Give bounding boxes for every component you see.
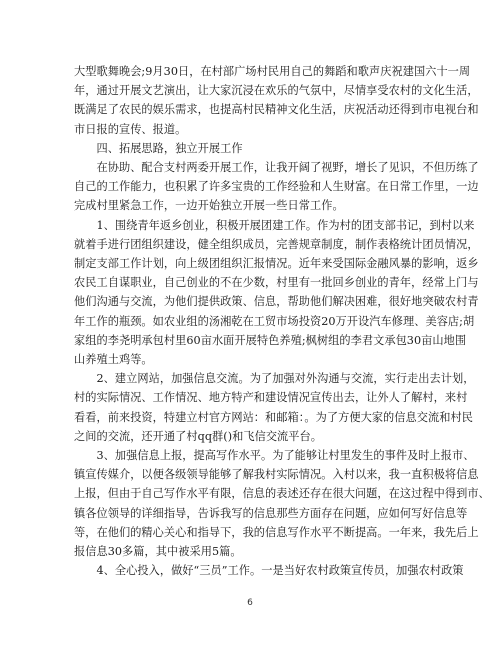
text-line: 四、拓展思路，独立开展工作 [74, 141, 243, 155]
text-line: 农民工自谋职业，自己创业的不在少数，村里有一批回乡创业的青年，经常上门与 [74, 276, 479, 290]
text-line: 制定支部工作计划，向上级团组织汇报情况。近年来受国际金融风暴的影响，返乡 [74, 257, 479, 271]
text-line: 3、加强信息上报，提高写作水平。为了能够让村里发生的事件及时上报市、 [74, 449, 475, 463]
text-line: 等，在他们的精心关心和指导下，我的信息写作水平不断提高。一年来，我先后上 [74, 525, 479, 539]
text-line: 2、建立网站，加强信息交流。为了加强对外沟通与交流，实行走出去计划， [74, 372, 475, 386]
text-line: 市日报的宣传、报道。 [74, 122, 187, 136]
text-line: 报信息30多篇，其中被采用5篇。 [74, 545, 242, 559]
text-line: 完成村里紧急工作，一边开始独立开展一些日常工作。 [74, 199, 344, 213]
text-line: 上报，但由于自己写作水平有限，信息的表述还存在很大问题，在这过程中得到市、 [74, 487, 490, 501]
text-line: 看看，前来投资，特建立村官方网站：和邮箱：。为了方便大家的信息交流和村民 [74, 410, 473, 424]
document-body [74, 62, 490, 580]
text-line: 在协助、配合支村两委开展工作，让我开阔了视野，增长了见识，不但历练了 [74, 161, 479, 175]
text-line: 就着手进行团组织建设，健全组织成员，完善规章制度，制作表格统计团员情况， [74, 237, 479, 251]
text-line: 大型歌舞晚会;9月30日，在村部广场村民用自己的舞蹈和歌声庆祝建国六十一周 [74, 65, 471, 78]
text-line: 镇各位领导的详细指导，告诉我写的信息那些方面存在问题，应如何写好信息等 [74, 506, 468, 520]
text-line: 他们沟通与交流，为他们提供政策、信息，帮助他们解决困难，很好地突破农村青 [74, 295, 479, 309]
page-number: 6 [247, 598, 253, 608]
text-line: 1、围绕青年返乡创业，积极开展团建工作。作为村的团支部书记，到村以来 [74, 218, 475, 232]
text-line: 4、全心投入，做好“三员”工作。一是当好农村政策宣传员，加强农村政策 [74, 564, 464, 578]
text-line: 之间的交流，还开通了村qq群()和飞信交流平台。 [74, 429, 323, 443]
text-line: 既满足了农民的娱乐需求，也提高村民精神文化生活，庆祝活动还得到市电视台和 [74, 103, 479, 117]
text-line: 镇宣传媒介，以便各级领导能够了解我村实际情况。入村以来，我一直积极将信息 [74, 468, 479, 482]
text-line: 村的实际情况、工作情况、地方特产和建设情况宣传出去，让外人了解村，来村 [74, 391, 468, 405]
text-line: 年，通过开展文艺演出，让大家沉浸在欢乐的气氛中，尽情享受农村的文化生活， [74, 84, 479, 98]
text-line: 家组的李尧明承包村里60亩水面开展特色养殖;枫树组的李君文承包30亩山地围 [74, 333, 467, 347]
text-line: 自己的工作能力，也积累了许多宝贵的工作经验和人生财富。在日常工作里，一边 [74, 180, 479, 194]
text-line: 山养殖土鸡等。 [74, 353, 153, 367]
text-line: 年工作的瓶颈。如农业组的汤湘乾在工贸市场投资20万开设汽车修理、美容店;胡 [74, 314, 475, 328]
